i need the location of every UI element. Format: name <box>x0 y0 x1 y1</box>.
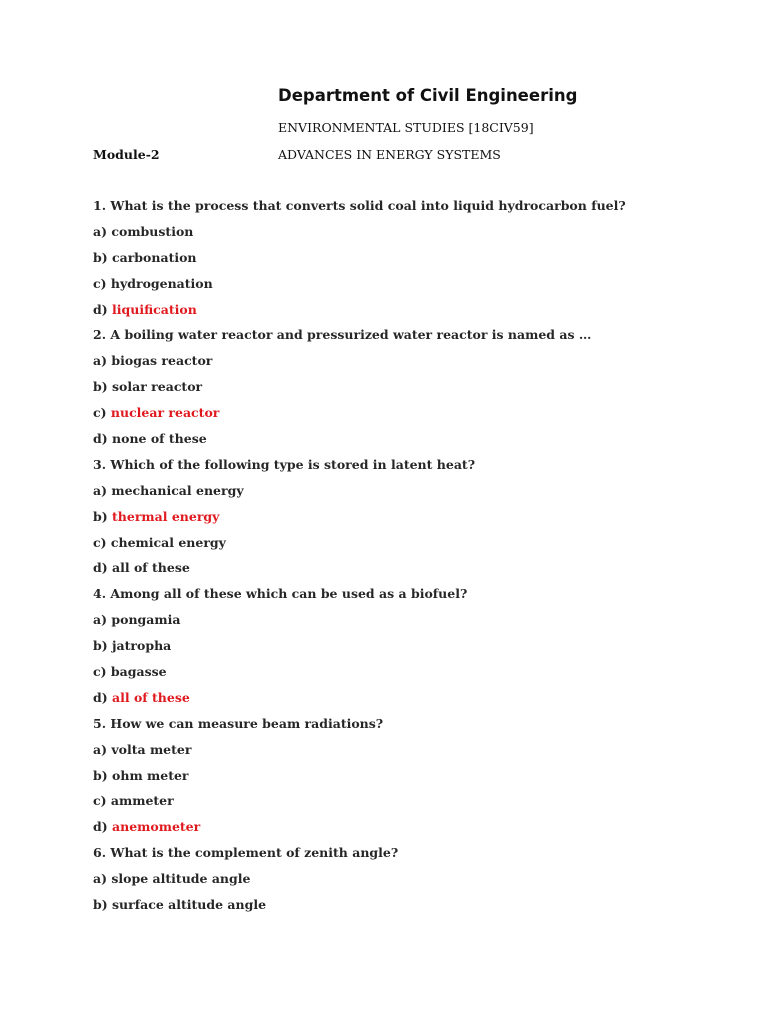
option-letter: b) <box>93 379 108 395</box>
question-text: 6. What is the complement of zenith angle? <box>93 845 399 861</box>
answer-option <box>93 818 733 844</box>
option-letter: c) <box>93 275 107 291</box>
option-letter: a) <box>93 353 108 369</box>
option-letter: b) <box>93 249 108 265</box>
option-text: combustion <box>111 223 194 239</box>
option-text: ammeter <box>110 793 174 809</box>
answer-option <box>93 404 733 430</box>
option-letter: c) <box>93 664 107 680</box>
option-text: slope altitude angle <box>111 871 251 887</box>
answer-option <box>93 508 733 534</box>
question-text: 3. Which of the following type is stored in latent heat? <box>93 456 476 472</box>
question-text: 4. Among all of these which can be used as a biofuel? <box>93 586 468 602</box>
option-text: ohm meter <box>112 767 189 783</box>
option-text: bagasse <box>110 664 167 680</box>
option-text: solar reactor <box>112 379 203 395</box>
answer-option <box>93 430 733 456</box>
answer-option <box>93 223 733 249</box>
question-list <box>93 197 733 922</box>
answer-option <box>93 249 733 275</box>
option-letter: b) <box>93 508 108 524</box>
option-letter: d) <box>93 301 108 317</box>
option-letter: c) <box>93 793 107 809</box>
option-letter: a) <box>93 612 108 628</box>
option-letter: d) <box>93 819 108 835</box>
answer-option <box>93 482 733 508</box>
answer-option <box>93 352 733 378</box>
module-title: ADVANCES IN ENERGY SYSTEMS <box>278 147 501 162</box>
option-letter: b) <box>93 767 108 783</box>
option-letter: a) <box>93 741 108 757</box>
answer-option <box>93 689 733 715</box>
option-letter: b) <box>93 638 108 654</box>
option-text: none of these <box>112 431 207 447</box>
option-text: all of these <box>112 560 190 576</box>
option-letter: d) <box>93 431 108 447</box>
option-letter: b) <box>93 897 108 913</box>
answer-option <box>93 301 733 327</box>
option-text: biogas reactor <box>111 353 213 369</box>
option-letter: d) <box>93 560 108 576</box>
question-text: 5. How we can measure beam radiations? <box>93 715 384 731</box>
answer-option <box>93 534 733 560</box>
question-text: 1. What is the process that converts solid coal into liquid hydrocarbon fuel? <box>93 198 626 213</box>
option-letter: a) <box>93 871 108 887</box>
option-letter: c) <box>93 534 107 550</box>
answer-option <box>93 611 733 637</box>
correct-answer-text: thermal energy <box>112 508 220 524</box>
option-text: pongamia <box>111 612 181 628</box>
answer-option <box>93 275 733 301</box>
correct-answer-text: anemometer <box>112 819 201 835</box>
answer-option <box>93 637 733 663</box>
option-letter: c) <box>93 405 107 421</box>
answer-option <box>93 896 733 922</box>
option-letter: d) <box>93 689 108 705</box>
answer-option <box>93 792 733 818</box>
answer-option <box>93 378 733 404</box>
correct-answer-text: liquification <box>112 301 197 317</box>
module-label: Module-2 <box>93 147 160 162</box>
option-text: jatropha <box>112 638 172 654</box>
option-letter: a) <box>93 223 108 239</box>
answer-option <box>93 767 733 793</box>
course-title: ENVIRONMENTAL STUDIES [18CIV59] <box>278 120 534 135</box>
answer-option <box>93 870 733 896</box>
option-text: carbonation <box>112 249 197 265</box>
option-text: mechanical energy <box>111 482 244 498</box>
question-text: 2. A boiling water reactor and pressurized water reactor is named as … <box>93 327 592 343</box>
option-text: hydrogenation <box>110 275 213 291</box>
answer-option <box>93 663 733 689</box>
option-text: volta meter <box>111 741 192 757</box>
correct-answer-text: all of these <box>112 689 190 705</box>
answer-option <box>93 559 733 585</box>
option-text: surface altitude angle <box>112 897 267 913</box>
department-heading: Department of Civil Engineering <box>278 86 578 105</box>
answer-option <box>93 741 733 767</box>
option-text: chemical energy <box>110 534 226 550</box>
correct-answer-text: nuclear reactor <box>110 405 220 421</box>
option-letter: a) <box>93 482 108 498</box>
